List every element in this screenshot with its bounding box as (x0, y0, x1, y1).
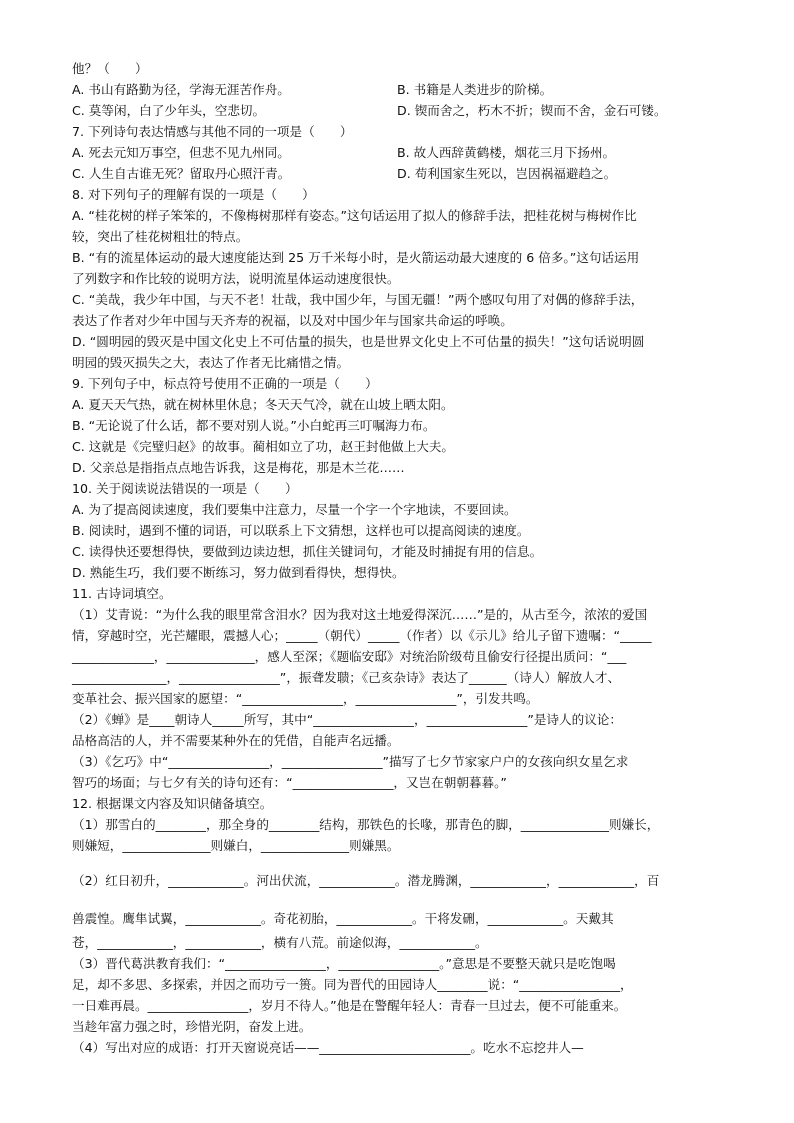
q11-part1-line1: （1）艾青说：“为什么我的眼里常含泪水？因为我对这土地爱得深沉……”是的，从古至今，浓浓的爱国 (72, 607, 648, 622)
q6-option-d: D. 锲而舍之，朽木不折；锲而不舍，金石可镂。 (397, 103, 667, 118)
q7-options-cd (72, 163, 728, 184)
q12-part3-line3: 一日难再晨。________________，岁月不待人。”他是在警醒年轻人：青春一旦过去，便不可能重来。 (72, 998, 627, 1013)
q7-option-d: D. 苟利国家生死以，岂因祸福避趋之。 (397, 166, 617, 181)
q11-part3-line1: （3）《乞巧》中“________________，________________”描写了七夕节家家户户的女孩向织女星乞求 (72, 754, 629, 769)
q11-part1-line3: _____________，______________，感人至深；《题临安邸》对统治阶级苟且偷安行径提出质问：“___ (72, 649, 627, 664)
q8-option-a-cont: 较，突出了桂花树粗壮的特点。 (72, 229, 249, 244)
q6-option-b: B. 书籍是人类进步的阶梯。 (397, 82, 553, 97)
q11-stem: 11. 古诗词填空。 (72, 586, 172, 601)
q9-option-a: A. 夏天天气热，就在树林里休息；冬天天气冷，就在山坡上晒太阳。 (72, 397, 454, 412)
q8-option-b: B. “有的流星体运动的最大速度能达到 25 万千米每小时，是火箭运动最大速度的 6 倍多。”这句话运用 (72, 250, 640, 265)
q8-option-b-cont: 了列数字和作比较的说明方法，说明流星体运动速度很快。 (72, 271, 400, 286)
q6-option-a: A. 书山有路勤为径，学海无涯苦作舟。 (72, 82, 290, 97)
q10-option-d: D. 熟能生巧，我们要不断练习，努力做到看得快，想得快。 (72, 565, 405, 580)
q9-stem: 9. 下列句子中，标点符号使用不正确的一项是（ ） (72, 376, 378, 391)
q12-part3-line1: （3）晋代葛洪教育我们：“________________，________________。”意思是不要整天就只是吃饱喝 (72, 956, 616, 971)
q11-part1-line2: 情，穿越时空，光芒耀眼，震撼人心；_____（朝代）_____（作者）以《示儿》给儿子留下遗嘱：“_____ (72, 628, 652, 643)
q11-part1-line4: _______________，________________”，振聋发聩；《己亥杂诗》表达了______（诗人）解放人才、 (72, 670, 621, 685)
q6-stem-end: 他？（ ） (72, 61, 148, 76)
q6-options-ab (72, 79, 728, 100)
exam-page (72, 58, 728, 1058)
q10-stem: 10. 关于阅读说法错误的一项是（ ） (72, 481, 298, 496)
q11-part2-line2: 品格高洁的人，并不需要某种外在的凭借，自能声名远播。 (72, 733, 400, 748)
q12-part2-line2: 兽震惶。鹰隼试翼，____________。奇花初胎，____________。干将发硎，____________。天戴其 (72, 911, 614, 926)
q8-option-d-cont: 明园的毁灭损失之大，表达了作者无比痛惜之情。 (72, 355, 350, 370)
q7-option-a: A. 死去元知万事空，但悲不见九州同。 (72, 145, 290, 160)
q12-part2-line3: 苍，____________，____________，横有八荒。前途似海，____________。 (72, 935, 488, 950)
q6-option-c: C. 莫等闲，白了少年头，空悲切。 (72, 103, 266, 118)
q12-stem: 12. 根据课文内容及知识储备填空。 (72, 796, 273, 811)
q6-options-cd (72, 100, 728, 121)
q7-option-c: C. 人生自古谁无死？留取丹心照汗青。 (72, 166, 291, 181)
q10-option-a: A. 为了提高阅读速度，我们要集中注意力，尽量一个字一个字地读，不要回读。 (72, 502, 517, 517)
q12-part1-line1: （1）那雪白的________，那全身的________结构，那铁色的长喙，那青色的脚，______________则嫌长， (72, 817, 660, 832)
q12-part1-line2: 则嫌短，______________则嫌白，______________则嫌黑。 (72, 838, 400, 853)
q12-part3-line4: 当趁年富力强之时，珍惜光阴，奋发上进。 (72, 1019, 312, 1034)
q9-option-d: D. 父亲总是指指点点地告诉我，这是梅花，那是木兰花…… (72, 460, 405, 475)
q8-option-a: A. “桂花树的样子笨笨的，不像梅树那样有姿态。”这句话运用了拟人的修辞手法，把桂花树与梅树作比 (72, 208, 637, 223)
q10-option-b: B. 阅读时，遇到不懂的词语，可以联系上下文猜想，这样也可以提高阅读的速度。 (72, 523, 530, 538)
q8-stem: 8. 对下列句子的理解有误的一项是（ ） (72, 187, 315, 202)
q8-option-c-cont: 表达了作者对少年中国与天齐寿的祝福，以及对中国少年与国家共命运的呼唤。 (72, 313, 513, 328)
q8-option-d: D. “圆明园的毁灭是中国文化史上不可估量的损失，也是世界文化史上不可估量的损失！”这句话说明圆 (72, 334, 645, 349)
q12-part3-line2: 足，却不多思、多探索，并因之而功亏一篑。同为晋代的田园诗人________说：“________________， (72, 977, 633, 992)
q9-option-c: C. 这就是《完璧归赵》的故事。蔺相如立了功，赵王封他做上大夫。 (72, 439, 455, 454)
q7-stem: 7. 下列诗句表达情感与其他不同的一项是（ ） (72, 124, 353, 139)
q9-option-b: B. “无论说了什么话，都不要对别人说。”小白蛇再三叮嘱海力布。 (72, 418, 436, 433)
q11-part3-line2: 智巧的场面；与七夕有关的诗句还有：“________________，又岂在朝朝暮暮。” (72, 775, 507, 790)
q7-options-ab (72, 142, 728, 163)
q10-option-c: C. 读得快还要想得快，要做到边读边想，抓住关键词句，才能及时捕捉有用的信息。 (72, 544, 543, 559)
q7-option-b: B. 故人西辞黄鹤楼，烟花三月下扬州。 (397, 145, 616, 160)
q12-part2-line1: （2）红日初升，____________。河出伏流，____________。潜龙腾渊，____________，____________，百 (72, 873, 660, 888)
q12-part4-line1: （4）写出对应的成语：打开天窗说亮话——________________________。吃水不忘挖井人— (72, 1040, 584, 1055)
q8-option-c: C. “美哉，我少年中国，与天不老！壮哉，我中国少年，与国无疆！”两个感叹句用了对偶的修辞手法， (72, 292, 644, 307)
q11-part2-line1: （2）《蝉》是____朝诗人_____所写，其中“________________，________________”是诗人的议论： (72, 712, 622, 727)
q11-part1-line5: 变革社会、振兴国家的愿望：“________________，________________”，引发共鸣。 (72, 691, 539, 706)
